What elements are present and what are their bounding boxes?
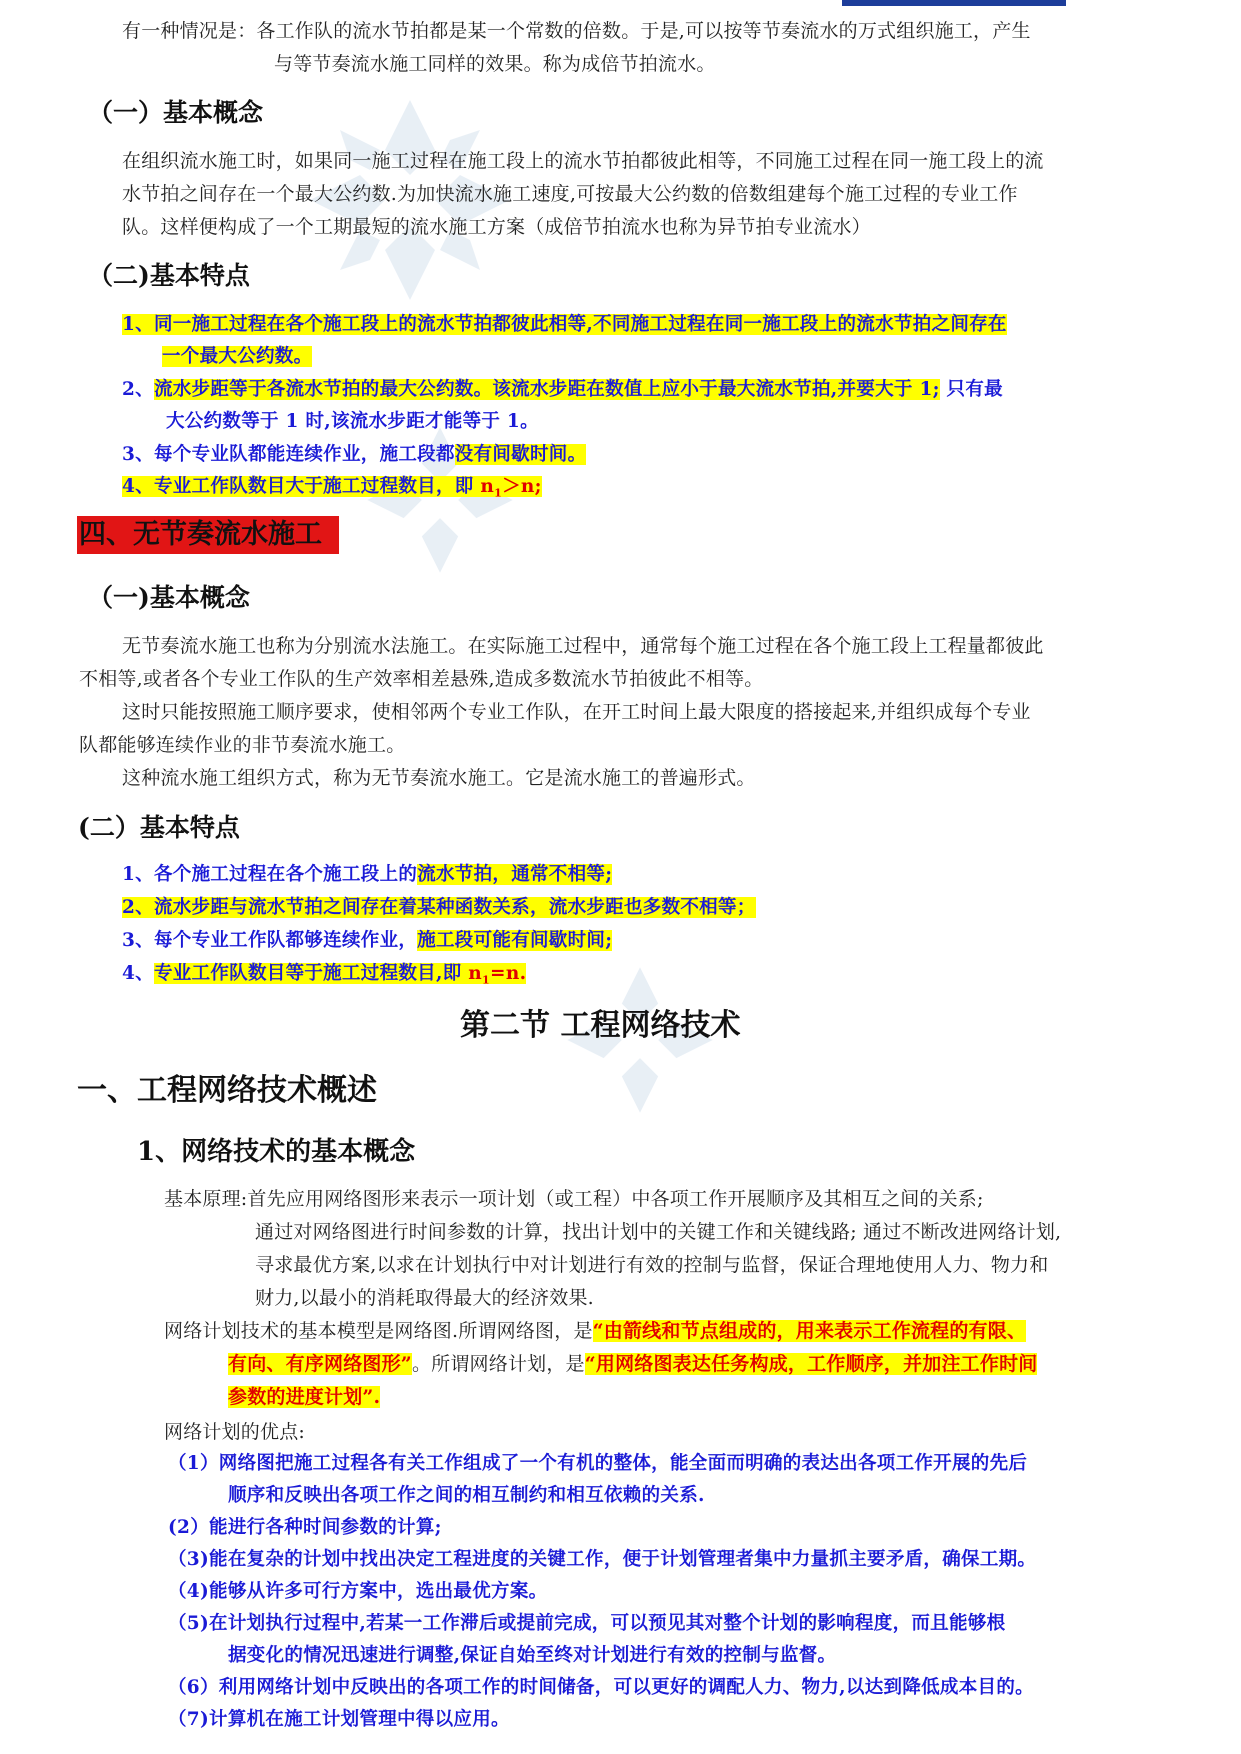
principle-line: 基本原理:首先应用网络图形来表示一项计划（或工程）中各项工作开展顺序及其相互之间的关系; xyxy=(164,1188,984,1210)
feature-number: 2、 xyxy=(122,379,154,400)
concept-paragraph-line: 队都能够连续作业的非节奏流水施工。 xyxy=(79,734,406,756)
advantage-item-1-line-1: （1）网络图把施工过程各有关工作组成了一个有机的整体，能全面而明确的表达出各项工作开展的先后 xyxy=(168,1453,1028,1474)
highlight-definition: “由箭线和节点组成的，用来表示工作流程的有限、 xyxy=(592,1320,1027,1342)
subsection-heading: 1、网络技术的基本概念 xyxy=(137,1137,416,1167)
concept-paragraph-line: 无节奏流水施工也称为分别流水法施工。在实际施工过程中，通常每个施工过程在各个施工段上工程量都彼此 xyxy=(122,635,1044,657)
highlight-definition: 有向、有序网络图形” xyxy=(228,1353,412,1375)
highlight: 施工段可能有间歇时间; xyxy=(417,930,613,951)
model-text: 网络计划技术的基本模型是网络图.所谓网络图，是 xyxy=(164,1320,593,1342)
formula-subscript: 1 xyxy=(494,486,503,500)
feature-number: 4、 xyxy=(122,963,154,984)
advantages-label: 网络计划的优点: xyxy=(164,1421,306,1443)
overview-heading: 一、工程网络技术概述 xyxy=(77,1073,377,1108)
model-line-1 xyxy=(164,1316,1026,1343)
advantage-item-4: （4)能够从许多可行方案中，选出最优方案。 xyxy=(168,1581,548,1602)
model-line-2 xyxy=(228,1349,1037,1376)
section-heading-features: (二）基本特点 xyxy=(78,813,240,842)
concept-paragraph-line: 这种流水施工组织方式，称为无节奏流水施工。它是流水施工的普遍形式。 xyxy=(122,767,756,789)
highlight: 1、同一施工过程在各个施工段上的流水节拍都彼此相等,不同施工过程在同一施工段上的流水节拍之间存在 xyxy=(122,314,1007,335)
formula-rest: =n. xyxy=(490,963,527,984)
feature-text: 1、各个施工过程在各个施工段上的 xyxy=(122,864,418,885)
advantage-item-6: （6）利用网络计划中反映出的各项工作的时间储备，可以更好的调配人力、物力,以达到降低成本目的。 xyxy=(168,1677,1034,1698)
concept-paragraph-line: 这时只能按照施工顺序要求，使相邻两个专业工作队，在开工时间上最大限度的搭接起来,并组织成每个专业 xyxy=(122,701,1031,723)
formula-n1: n xyxy=(468,963,483,984)
feature-item-2-line-1 xyxy=(122,375,1003,401)
section-heading-concept: （一)基本概念 xyxy=(88,583,250,612)
concept-paragraph-line: 队。这样便构成了一个工期最短的流水施工方案（成倍节拍流水也称为异节拍专业流水） xyxy=(122,216,871,238)
advantage-item-2: (2）能进行各种时间参数的计算; xyxy=(168,1517,442,1538)
highlight-definition: “用网络图表达任务构成，工作顺序，并加注工作时间 xyxy=(584,1353,1038,1375)
section-heading-features: （二)基本特点 xyxy=(88,261,250,290)
feature-text: 专业工作队数目等于施工过程数目,即 xyxy=(153,963,469,984)
formula-subscript: 1 xyxy=(482,973,491,987)
intro-line-2: 与等节奏流水施工同样的效果。称为成倍节拍流水。 xyxy=(274,53,716,75)
feature-text: 3、每个专业工作队都够连续作业， xyxy=(122,930,418,951)
principle-line: 寻求最优方案,以求在计划执行中对计划进行有效的控制与监督，保证合理地使用人力、物力和 xyxy=(255,1254,1049,1276)
feature-item-1-line-2 xyxy=(162,342,312,368)
feature-text: 3、每个专业队都能连续作业，施工段都 xyxy=(122,444,455,465)
highlight: 一个最大公约数。 xyxy=(162,346,313,367)
concept-paragraph-line: 不相等,或者各个专业工作队的生产效率相差悬殊,造成多数流水节拍彼此不相等。 xyxy=(79,668,764,690)
highlight: 流水节拍，通常不相等; xyxy=(417,864,613,885)
highlight: 流水步距等于各流水节拍的最大公约数。该流水步距在数值上应小于最大流水节拍,并要大于 1; xyxy=(153,379,940,400)
highlight: 2、流水步距与流水节拍之间存在着某种函数关系，流水步距也多数不相等； xyxy=(122,897,756,918)
feature-item-2 xyxy=(122,893,756,919)
feature-item-4 xyxy=(122,959,526,987)
section-heading-concept: （一）基本概念 xyxy=(88,98,264,127)
concept-paragraph-line: 在组织流水施工时，如果同一施工过程在施工段上的流水节拍都彼此相等，不同施工过程在同一施工段上的流 xyxy=(122,150,1044,172)
feature-item-1 xyxy=(122,860,612,886)
header-strip xyxy=(842,0,1066,6)
highlight-definition: 参数的进度计划” xyxy=(228,1386,374,1408)
advantage-item-5-line-2: 据变化的情况迅速进行调整,保证自始至终对计划进行有效的控制与监督。 xyxy=(228,1645,837,1666)
highlight-end: . xyxy=(373,1386,381,1408)
advantage-item-3: （3)能在复杂的计划中找出决定工程进度的关键工作，便于计划管理者集中力量抓主要矛盾，确保工期。 xyxy=(168,1549,1037,1570)
advantage-item-1-line-2: 顺序和反映出各项工作之间的相互制约和相互依赖的关系. xyxy=(228,1485,705,1506)
feature-tail: 只有最 xyxy=(946,379,1003,400)
highlight: 没有间歇时间。 xyxy=(454,444,587,465)
highlight xyxy=(153,963,527,987)
formula-rest: ＞n; xyxy=(502,476,542,497)
feature-text: 4、专业工作队数目大于施工过程数目，即 xyxy=(122,476,481,497)
principle-line: 财力,以最小的消耗取得最大的经济效果. xyxy=(255,1287,594,1309)
feature-item-3 xyxy=(122,440,586,466)
feature-item-1-line-1 xyxy=(122,310,1007,336)
principle-line: 通过对网络图进行时间参数的计算，找出计划中的关键工作和关键线路; 通过不断改进网络计划, xyxy=(255,1221,1062,1243)
section-title-nonrhythmic: 四、无节奏流水施工 xyxy=(77,516,339,554)
highlight xyxy=(122,476,542,500)
intro-line-1: 有一种情况是：各工作队的流水节拍都是某一个常数的倍数。于是,可以按等节奏流水的万式组织施工，产生 xyxy=(122,20,1031,42)
advantage-item-5-line-1: （5)在计划执行过程中,若某一工作滞后或提前完成，可以预见其对整个计划的影响程度，而且能够根 xyxy=(168,1613,1006,1634)
chapter-title: 第二节 工程网络技术 xyxy=(460,1008,741,1043)
advantage-item-7: （7)计算机在施工计划管理中得以应用。 xyxy=(168,1709,510,1730)
feature-item-4 xyxy=(122,472,542,500)
feature-item-3 xyxy=(122,926,612,952)
model-text: 。所谓网络计划，是 xyxy=(411,1353,585,1375)
formula-n1: n xyxy=(480,476,495,497)
feature-item-2-line-2: 大公约数等于 1 时,该流水步距才能等于 1。 xyxy=(166,411,539,432)
model-line-3 xyxy=(228,1382,380,1409)
concept-paragraph-line: 水节拍之间存在一个最大公约数.为加快流水施工速度,可按最大公约数的倍数组建每个施工过程的专业工作 xyxy=(122,183,1018,205)
